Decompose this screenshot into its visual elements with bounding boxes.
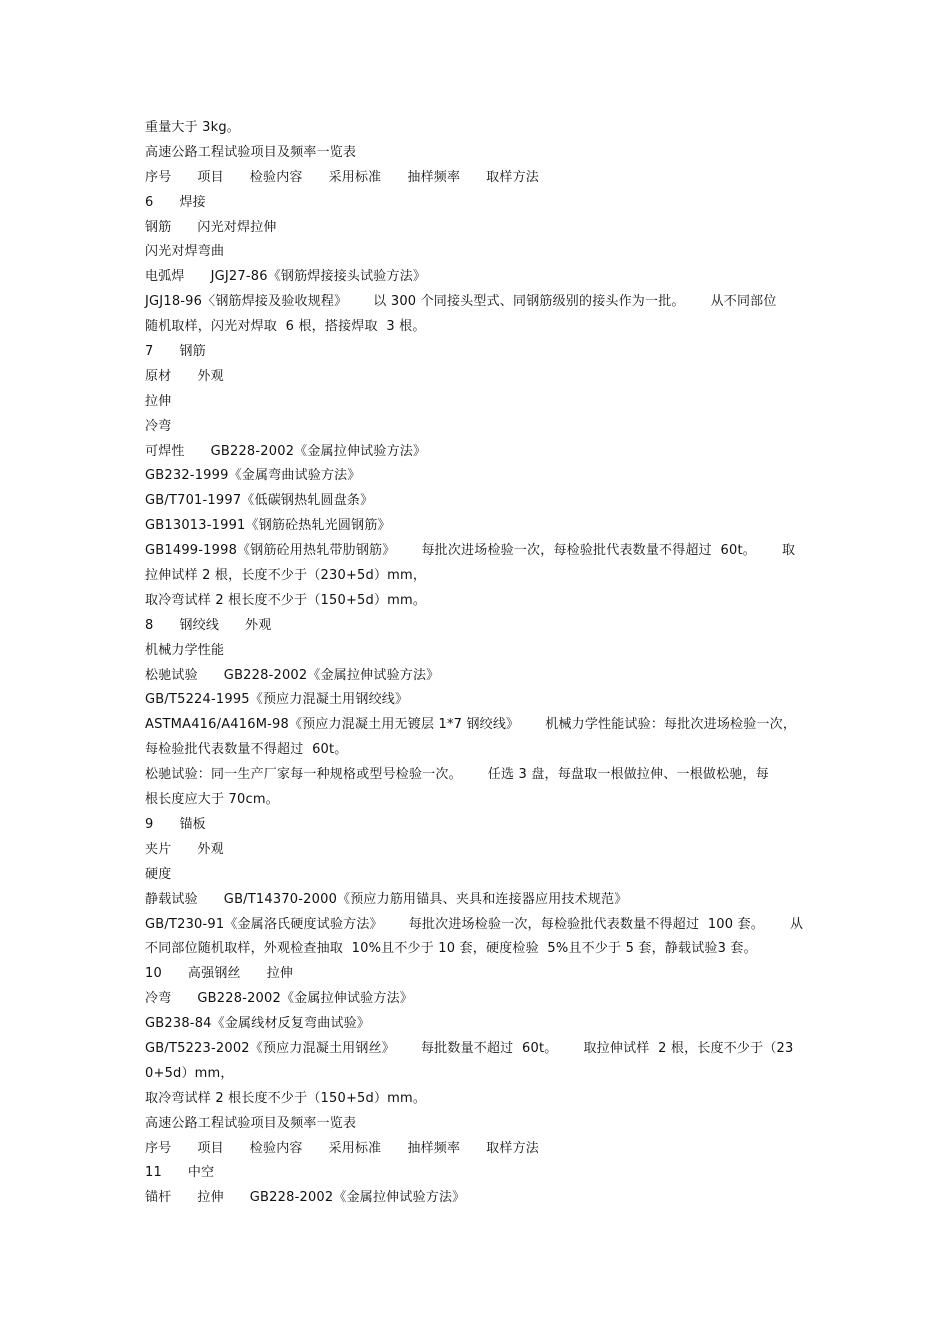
text-line: 8 钢绞线 外观 <box>145 617 272 633</box>
text-line: 可焊性 GB228-2002《金属拉伸试验方法》 <box>145 443 427 459</box>
text-line: 拉伸试样 2 根，长度不少于（230+5d）mm， <box>145 568 427 584</box>
text-line: GB/T701-1997《低碳钢热轧圆盘条》 <box>145 493 374 509</box>
text-line: 9 锚板 <box>145 816 206 832</box>
text-line: 每检验批代表数量不得超过 60t。 <box>145 742 348 758</box>
text-line: 锚杆 拉伸 GB228-2002《金属拉伸试验方法》 <box>145 1190 466 1206</box>
text-line: 11 中空 <box>145 1165 215 1181</box>
text-line: 原材 外观 <box>145 368 224 384</box>
text-line: 根长度应大于 70cm。 <box>145 792 279 808</box>
text-line: GB/T5224-1995《预应力混凝土用钢绞线》 <box>145 692 409 708</box>
text-line: 7 钢筋 <box>145 344 206 360</box>
text-line: 机械力学性能 <box>145 642 225 658</box>
text-line: 冷弯 <box>145 418 172 434</box>
text-line: 不同部位随机取样，外观检查抽取 10%且不少于 10 套，硬度检验 5%且不少于 5 套，静载试验3 套。 <box>145 941 757 957</box>
text-line: 松驰试验 GB228-2002《金属拉伸试验方法》 <box>145 667 440 683</box>
text-line: 钢筋 闪光对焊拉伸 <box>145 219 277 235</box>
text-line: 夹片 外观 <box>145 841 224 857</box>
text-line: GB13013-1991《钢筋砼热轧光圆钢筋》 <box>145 518 391 534</box>
text-line: 冷弯 GB228-2002《金属拉伸试验方法》 <box>145 991 413 1007</box>
text-line: GB/T5223-2002《预应力混凝土用钢丝》 每批数量不超过 60t。 取拉伸试样 2 根，长度不少于（23 <box>145 1040 794 1056</box>
table-title: 高速公路工程试验项目及频率一览表 <box>145 1115 357 1131</box>
text-line: 随机取样，闪光对焊取 6 根，搭接焊取 3 根。 <box>145 319 426 335</box>
text-line: 10 高强钢丝 拉伸 <box>145 966 294 982</box>
text-line: 取冷弯试样 2 根长度不少于（150+5d）mm。 <box>145 592 427 608</box>
text-line: GB1499-1998《钢筋砼用热轧带肋钢筋》 每批次进场检验一次，每检验批代表数量不得超过 60t。 取 <box>145 543 796 559</box>
text-line: 0+5d）mm， <box>145 1065 234 1081</box>
text-line: 松驰试验：同一生产厂家每一种规格或型号检验一次。 任选 3 盘，每盘取一根做拉伸、一根做松驰，每 <box>145 767 769 783</box>
document-body <box>145 116 810 1211</box>
text-line: GB232-1999《金属弯曲试验方法》 <box>145 468 361 484</box>
text-line: GB238-84《金属线材反复弯曲试验》 <box>145 1016 371 1032</box>
table-title: 高速公路工程试验项目及频率一览表 <box>145 144 357 160</box>
table-header-row: 序号 项目 检验内容 采用标准 抽样频率 取样方法 <box>145 169 539 185</box>
text-line: 取冷弯试样 2 根长度不少于（150+5d）mm。 <box>145 1090 427 1106</box>
text-line: 重量大于 3kg。 <box>145 120 240 135</box>
text-line: 硬度 <box>145 866 172 882</box>
text-line: JGJ18-96〈钢筋焊接及验收规程》 以 300 个同接头型式、同钢筋级别的接头作为一批。 从不同部位 <box>145 294 777 310</box>
text-line: 电弧焊 JGJ27-86《钢筋焊接接头试验方法》 <box>145 269 427 285</box>
text-line: 静载试验 GB/T14370-2000《预应力筋用锚具、夹具和连接器应用技术规范》 <box>145 891 628 907</box>
table-header-row: 序号 项目 检验内容 采用标准 抽样频率 取样方法 <box>145 1140 539 1156</box>
text-line: 拉伸 <box>145 393 172 409</box>
text-line: ASTMA416/A416M-98《预应力混凝土用无镀层 1*7 钢绞线》 机械力学性能试验：每批次进场检验一次， <box>145 717 797 733</box>
text-line: 6 焊接 <box>145 194 206 210</box>
text-line: GB/T230-91《金属洛氏硬度试验方法》 每批次进场检验一次，每检验批代表数量不得超过 100 套。 从 <box>145 916 804 932</box>
text-line: 闪光对焊弯曲 <box>145 244 225 260</box>
